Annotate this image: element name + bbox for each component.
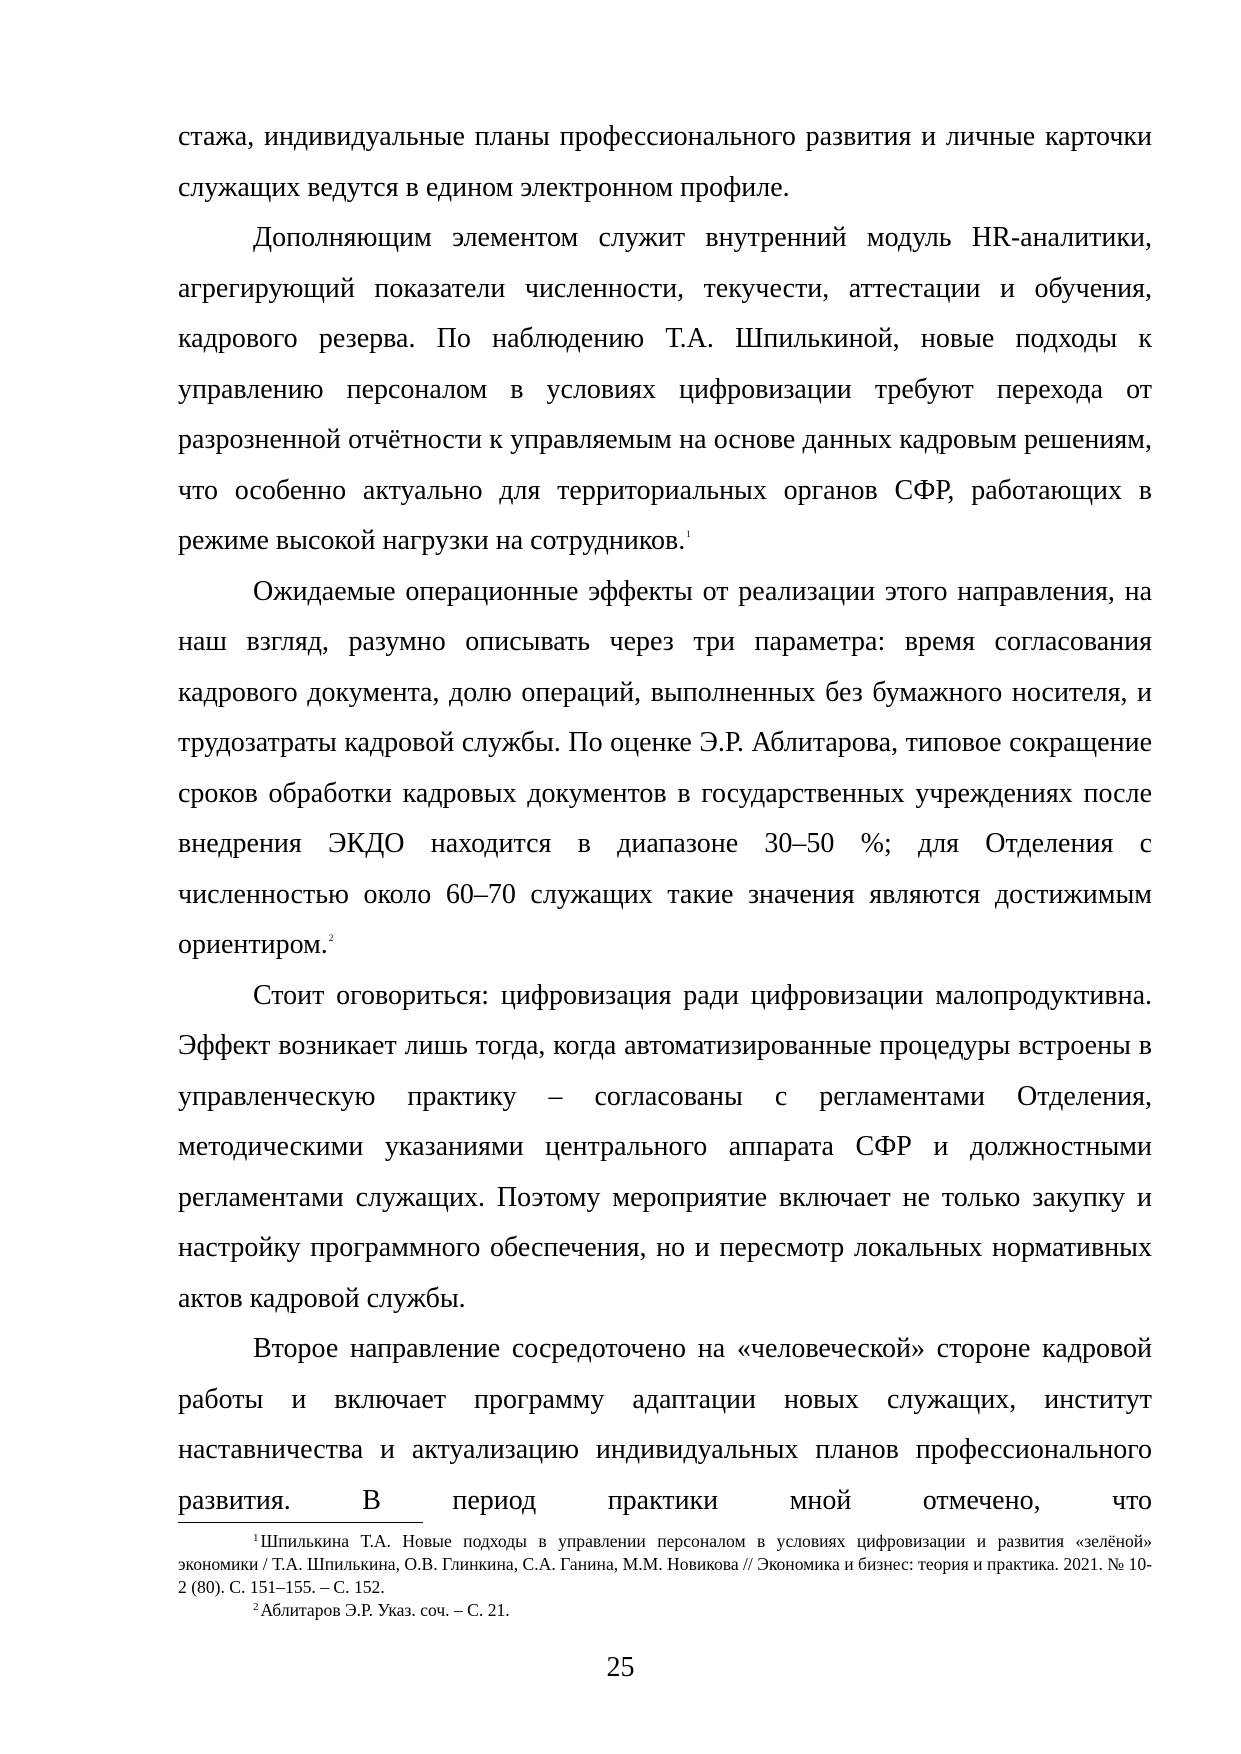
paragraph-text: Второе направление сосредоточено на «человеческой» стороне кадровой работы и включает программу адаптации новых служащих, институт наставничества и актуализацию индивидуальных планов профессионального развития. В период практики мной отмечено, что xyxy=(178,1333,1152,1516)
footnote-item xyxy=(178,1599,1152,1622)
paragraph-hr-analytics xyxy=(178,213,1152,567)
footnote-text: Аблитаров Э.Р. Указ. соч. – С. 21. xyxy=(260,1600,510,1620)
paragraph-continuation xyxy=(178,112,1152,213)
footnote-number: 2 xyxy=(253,1601,259,1613)
paragraph-text: Ожидаемые операционные эффекты от реализации этого направления, на наш взгляд, разумно описывать через три параметра: время согласования кадрового документа, долю операций, выполненных без бумажного носителя, и трудозатраты кадровой службы. По оценке Э.Р. Аблитарова, типовое сокращение сроков обработки кадровых документов в государственных учреждениях после внедрения ЭКДО находится в диапазоне 30–50 %; для Отделения с численностью около 60–70 служащих такие значения являются достижимым ориентиром. xyxy=(178,575,1152,960)
page-number: 25 xyxy=(606,1652,635,1683)
footnote-item xyxy=(178,1530,1152,1599)
footnote-separator xyxy=(178,1522,423,1523)
paragraph-second-direction xyxy=(178,1324,1152,1526)
footnote-reference[interactable]: 2 xyxy=(328,933,334,943)
paragraph-text: Стоит оговориться: цифровизация ради цифровизации малопродуктивна. Эффект возникает лишь тогда, когда автоматизированные процедуры встроены в управленческую практику – согласованы с регламентами Отделения, методическими указаниями центрального аппарата СФР и должностными регламентами служащих. Поэтому мероприятие включает не только закупку и настройку программного обеспечения, но и пересмотр локальных нормативных актов кадровой службы. xyxy=(178,979,1152,1314)
paragraph-text: Дополняющим элементом служит внутренний модуль HR-аналитики, агрегирующий показатели численности, текучести, аттестации и обучения, кадрового резерва. По наблюдению Т.А. Шпилькиной, новые подходы к управлению персоналом в условиях цифровизации требуют перехода от разрозненной отчётности к управляемым на основе данных кадровым решениям, что особенно актуально для территориальных органов СФР, работающих в режиме высокой нагрузки на сотрудников. xyxy=(178,222,1152,556)
footnote-reference[interactable]: 1 xyxy=(686,529,691,539)
footnote-text: Шпилькина Т.А. Новые подходы в управлении персоналом в условиях цифровизации и развития «зелёной» экономики / Т.А. Шпилькина, О.В. Глинкина, С.А. Ганина, М.М. Новикова // Экономика и бизнес: теория и практика. 2021. № 10-2 (80). С. 151–155. – С. 152. xyxy=(178,1531,1152,1597)
document-body xyxy=(178,112,1152,1526)
footnotes-section xyxy=(178,1530,1152,1622)
paragraph-operational-effects xyxy=(178,567,1152,971)
paragraph-digitalization-caveat xyxy=(178,971,1152,1325)
footnote-number: 1 xyxy=(253,1532,259,1544)
paragraph-text: стажа, индивидуальные планы профессионального развития и личные карточки служащих ведутся в едином электронном профиле. xyxy=(178,121,1152,203)
